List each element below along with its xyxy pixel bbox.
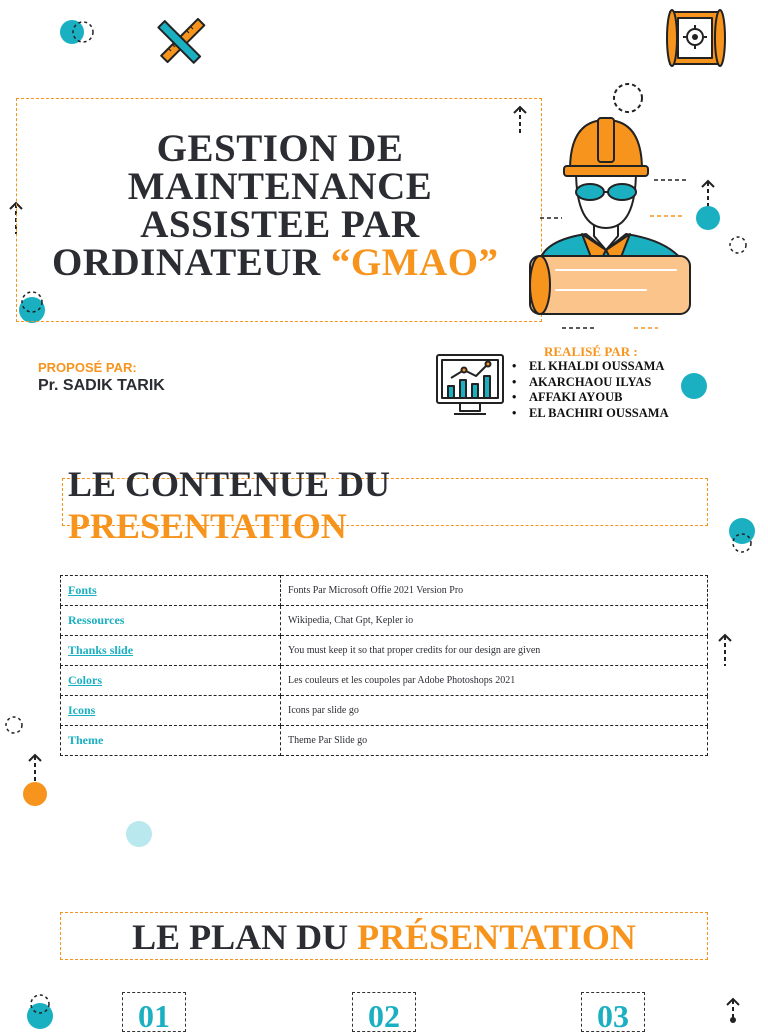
circle-decoration bbox=[26, 990, 56, 1024]
list-item: • EL BACHIRI OUSSAMA bbox=[512, 406, 669, 422]
tools-icon bbox=[156, 18, 206, 68]
table-row bbox=[61, 696, 708, 726]
table-row bbox=[61, 726, 708, 756]
plan-number-box: 02 bbox=[352, 992, 416, 1032]
title-line-text: ORDINATEUR bbox=[52, 241, 331, 284]
arrow-up-icon bbox=[22, 752, 50, 808]
table-cell-value: Les couleurs et les coupoles par Adobe Photoshops 2021 bbox=[281, 666, 708, 696]
table-row bbox=[61, 636, 708, 666]
list-item: • EL KHALDI OUSSAMA bbox=[512, 359, 669, 375]
supervisor-name: Pr. SADIK TARIK bbox=[38, 377, 165, 394]
plan-number-box: 01 bbox=[122, 992, 186, 1032]
title-line: GESTION DE bbox=[156, 127, 404, 170]
title-acronym: “GMAO” bbox=[330, 241, 499, 284]
table-cell-key[interactable]: Thanks slide bbox=[61, 636, 281, 666]
arrow-up-icon bbox=[716, 632, 734, 668]
plan-title-text: LE PLAN DU bbox=[132, 917, 358, 957]
content-title-line: LE CONTENUE DU bbox=[68, 464, 391, 504]
table-cell-value: Theme Par Slide go bbox=[281, 726, 708, 756]
title-line: ASSISTEE PAR bbox=[140, 203, 420, 246]
table-cell-value: Wikipedia, Chat Gpt, Kepler io bbox=[281, 606, 708, 636]
content-section-title bbox=[68, 463, 390, 547]
arrow-up-icon bbox=[695, 178, 721, 234]
table-row bbox=[61, 666, 708, 696]
arrow-up-icon bbox=[724, 996, 744, 1024]
circle-decoration bbox=[727, 234, 749, 256]
team-members-list bbox=[512, 359, 669, 421]
circle-decoration bbox=[680, 372, 708, 400]
table-cell-value: You must keep it so that proper credits for our design are given bbox=[281, 636, 708, 666]
title-line: MAINTENANCE bbox=[127, 165, 433, 208]
circle-decoration bbox=[58, 18, 98, 48]
circle-decoration bbox=[124, 820, 154, 850]
title-line bbox=[30, 241, 530, 284]
plan-section-title bbox=[60, 916, 708, 958]
table-cell-value: Fonts Par Microsoft Offie 2021 Version Pro bbox=[281, 576, 708, 606]
table-cell-key: Ressources bbox=[61, 606, 281, 636]
blueprint-icon bbox=[664, 6, 728, 72]
list-item: • AFFAKI AYOUB bbox=[512, 390, 669, 406]
table-cell-key: Theme bbox=[61, 726, 281, 756]
circle-decoration bbox=[728, 518, 758, 554]
realised-by-label: REALISÉ PAR : bbox=[544, 344, 638, 359]
circle-decoration bbox=[4, 714, 26, 736]
table-cell-value: Icons par slide go bbox=[281, 696, 708, 726]
table-cell-key[interactable]: Fonts bbox=[61, 576, 281, 606]
table-row bbox=[61, 606, 708, 636]
table-cell-key[interactable]: Colors bbox=[61, 666, 281, 696]
plan-number-box: 03 bbox=[581, 992, 645, 1032]
table-cell-key[interactable]: Icons bbox=[61, 696, 281, 726]
page-title bbox=[30, 127, 530, 284]
engineer-illustration bbox=[526, 100, 694, 336]
proposed-by-label: PROPOSÉ PAR: bbox=[38, 360, 137, 375]
table-row bbox=[61, 576, 708, 606]
resources-table bbox=[60, 575, 708, 756]
list-item: • AKARCHAOU ILYAS bbox=[512, 375, 669, 391]
plan-title-highlight: PRÉSENTATION bbox=[357, 917, 636, 957]
content-title-line: PRESENTATION bbox=[68, 506, 347, 546]
chart-monitor-icon bbox=[434, 352, 506, 420]
